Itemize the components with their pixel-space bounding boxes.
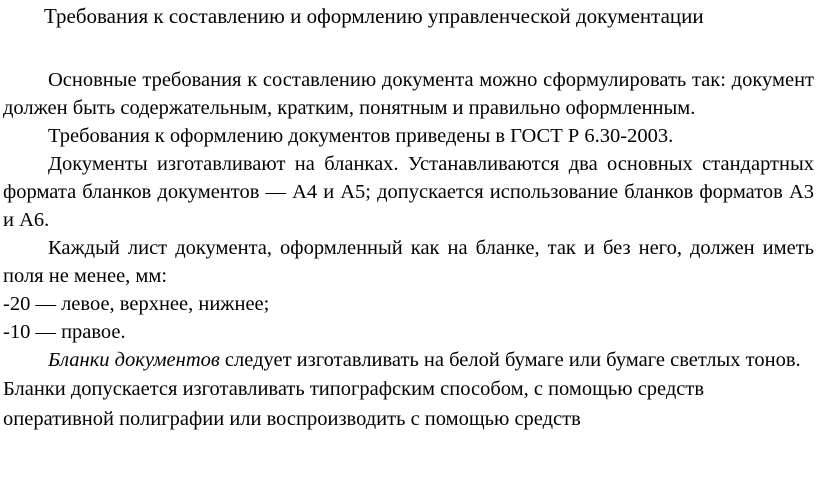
document-title: Требования к составлению и оформлению управленческой документации	[44, 4, 704, 28]
document-body	[3, 66, 814, 434]
list-item-margin-right: -10 — правое.	[3, 321, 126, 343]
list-item-margin-left-top-bottom: -20 — левое, верхнее, нижнее;	[3, 293, 270, 315]
italic-term: Бланки документов	[48, 349, 220, 371]
paragraph-margins: Каждый лист документа, оформленный как на бланке, так и без него, должен иметь поля не менее, мм:	[3, 237, 814, 287]
paragraph-blank-paper-text: следует изготавливать на белой бумаге или бумаге светлых тонов.	[219, 349, 801, 371]
paragraph-printing-methods: Бланки допускается изготавливать типографским способом, с помощью средств оперативной полиграфии или воспроизводить с помощью средств	[3, 378, 705, 430]
paragraph-blank-paper	[3, 346, 814, 374]
paragraph-blank-formats: Документы изготавливают на бланках. Устанавливаются два основных стандартных формата бланков документов — А4 и А5; допускается использование бланков форматов А3 и А6.	[3, 153, 814, 231]
paragraph-gost-reference: Требования к оформлению документов приведены в ГОСТ Р 6.30-2003.	[48, 125, 674, 147]
paragraph-main-requirements: Основные требования к составлению документа можно сформулировать так: документ должен быть содержательным, кратким, понятным и правильно оформленным.	[3, 69, 814, 119]
